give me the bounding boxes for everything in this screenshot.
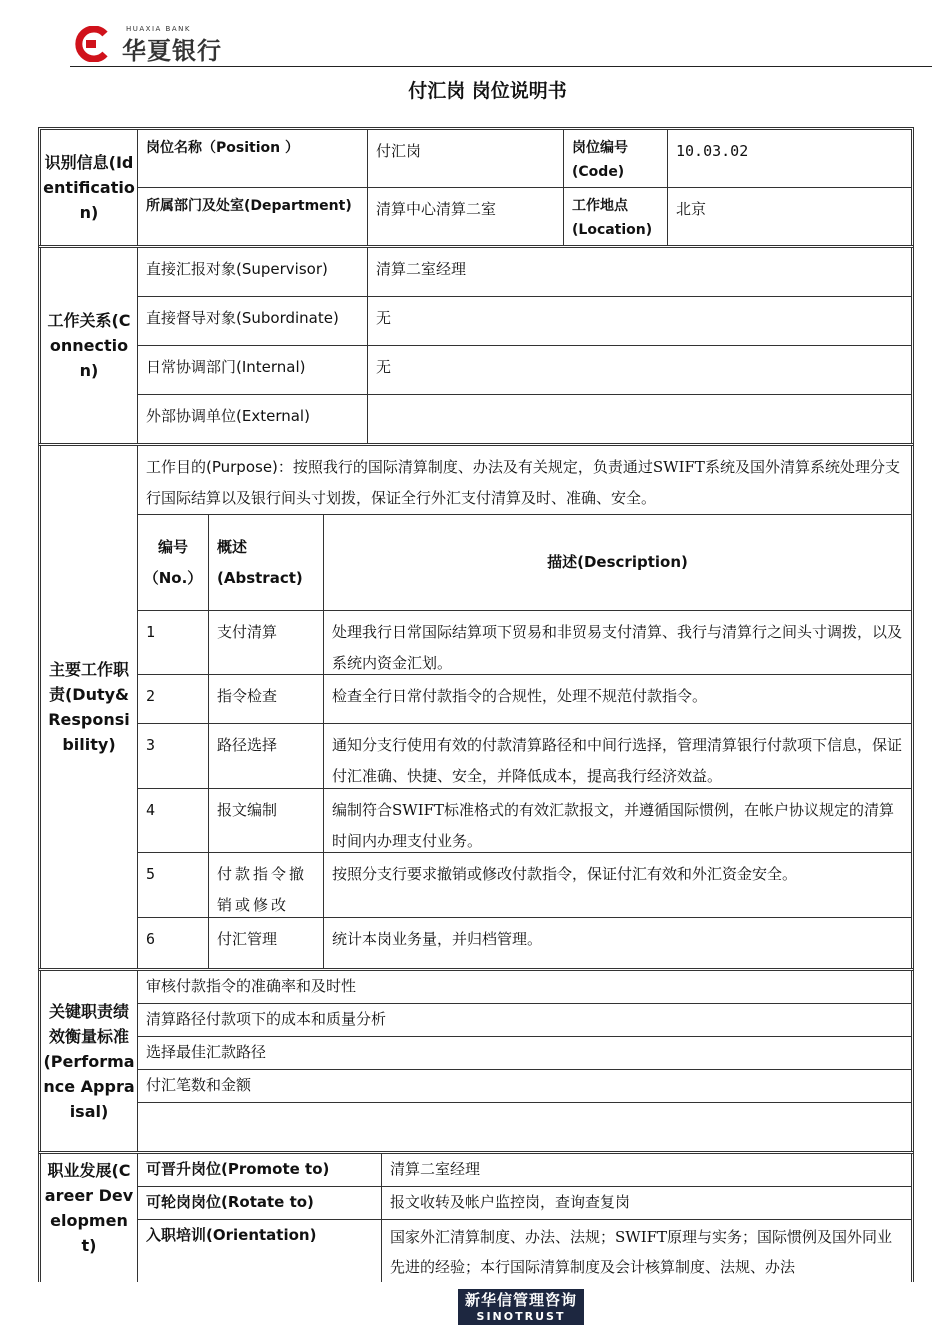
position-value: 付汇岗 — [368, 130, 564, 187]
performance-item: 选择最佳汇款路径 — [146, 1043, 267, 1061]
page-header — [0, 0, 950, 70]
internal-value: 无 — [376, 358, 392, 376]
duty-description: 通知分支行使用有效的付款清算路径和中间行选择，管理清算银行付款项下信息，保证付汇准确、快捷、安全，并降低成本，提高我行经济效益。 — [332, 736, 903, 785]
internal-label: 日常协调部门(Internal) — [138, 346, 368, 394]
table-row — [138, 724, 911, 789]
footer-brand-cn: 新华信管理咨询 — [464, 1291, 577, 1309]
col-description-header: 描述(Description) — [547, 553, 688, 571]
table-row — [138, 789, 911, 853]
duty-no: 1 — [138, 611, 209, 674]
department-label: 所属部门及处室(Department) — [138, 188, 368, 245]
performance-section — [38, 968, 914, 1154]
purpose-cell — [138, 446, 911, 514]
col-no-header: 编号（No.） — [138, 515, 209, 610]
footer-brand-en: SINOTRUST — [476, 1310, 566, 1323]
duty-description: 统计本岗业务量，并归档管理。 — [332, 930, 543, 948]
job-description-table — [38, 130, 914, 1282]
career-section — [38, 1151, 914, 1282]
external-label: 外部协调单位(External) — [138, 395, 368, 443]
connection-section — [38, 245, 914, 446]
supervisor-label: 直接汇报对象(Supervisor) — [138, 248, 368, 296]
identification-label: 识别信息(Identification) — [41, 130, 138, 245]
table-row — [138, 611, 911, 675]
huaxia-bank-logo-icon — [72, 26, 110, 62]
duty-section — [38, 443, 914, 971]
duty-abstract: 报文编制 — [209, 789, 324, 852]
duty-description: 编制符合SWIFT标准格式的有效汇款报文，并遵循国际惯例，在帐户协议规定的清算时间内办理支付业务。 — [332, 801, 895, 850]
page-title: 付汇岗 岗位说明书 — [408, 80, 567, 102]
header-divider — [70, 66, 932, 67]
duty-no: 6 — [138, 918, 209, 968]
identification-section — [38, 127, 914, 248]
rotate-label: 可轮岗岗位(Rotate to) — [138, 1187, 382, 1219]
duty-abstract: 路径选择 — [209, 724, 324, 788]
promote-label: 可晋升岗位(Promote to) — [138, 1154, 382, 1186]
col-abstract-header: 概述(Abstract) — [209, 515, 324, 610]
career-label: 职业发展(Career Development) — [41, 1154, 138, 1282]
orientation-value: 国家外汇清算制度、办法、法规；SWIFT原理与实务；国际惯例及国外同业先进的经验；本行国际清算制度及会计核算制度、法规、办法 — [390, 1228, 893, 1276]
department-value: 清算中心清算二室 — [368, 188, 564, 245]
duty-no: 4 — [138, 789, 209, 852]
subordinate-value: 无 — [376, 309, 392, 327]
performance-item: 清算路径付款项下的成本和质量分析 — [146, 1010, 387, 1028]
performance-label: 关键职责绩效衡量标准(Performance Appraisal) — [41, 971, 138, 1151]
duty-no: 2 — [138, 675, 209, 723]
duty-abstract: 支付清算 — [209, 611, 324, 674]
performance-item: 付汇笔数和金额 — [146, 1076, 252, 1094]
duty-no: 5 — [138, 853, 209, 917]
table-row — [138, 675, 911, 724]
location-value: 北京 — [676, 200, 707, 218]
external-value — [368, 395, 911, 443]
code-label: 岗位编号(Code) — [564, 130, 668, 187]
rotate-value: 报文收转及帐户监控岗，查询查复岗 — [390, 1193, 631, 1211]
duty-abstract: 付款指令撤销或修改 — [209, 853, 324, 917]
table-row — [138, 918, 911, 968]
purpose-label: 工作目的(Purpose)： — [146, 458, 293, 476]
bank-name-cn: 华夏银行 — [122, 37, 222, 65]
orientation-label: 入职培训(Orientation) — [138, 1220, 382, 1282]
position-label: 岗位名称（Position ） — [138, 130, 368, 187]
sinotrust-logo — [458, 1289, 584, 1325]
duty-abstract: 付汇管理 — [209, 918, 324, 968]
duty-description: 检查全行日常付款指令的合规性，处理不规范付款指令。 — [332, 687, 708, 705]
duty-no: 3 — [138, 724, 209, 788]
supervisor-value: 清算二室经理 — [376, 260, 467, 278]
connection-label: 工作关系(Connection) — [41, 248, 138, 443]
duty-description: 按照分支行要求撤销或修改付款指令，保证付汇有效和外汇资金安全。 — [332, 865, 798, 883]
duty-abstract: 指令检查 — [209, 675, 324, 723]
location-label: 工作地点(Location) — [564, 188, 668, 245]
purpose-text: 按照我行的国际清算制度、办法及有关规定，负责通过SWIFT系统及国外清算系统处理分支行国际结算以及银行间头寸划拨，保证全行外汇支付清算及时、准确、安全。 — [146, 458, 900, 507]
code-value: 10.03.02 — [676, 142, 749, 160]
promote-value: 清算二室经理 — [390, 1160, 481, 1178]
duty-label: 主要工作职责(Duty&Responsibility) — [41, 446, 138, 968]
performance-item: 审核付款指令的准确率和及时性 — [146, 977, 357, 995]
performance-item — [138, 1103, 911, 1151]
bank-name-en: HUAXIA BANK — [126, 25, 191, 33]
subordinate-label: 直接督导对象(Subordinate) — [138, 297, 368, 345]
table-row — [138, 853, 911, 918]
duty-description: 处理我行日常国际结算项下贸易和非贸易支付清算、我行与清算行之间头寸调拨，以及系统内资金汇划。 — [332, 623, 903, 672]
